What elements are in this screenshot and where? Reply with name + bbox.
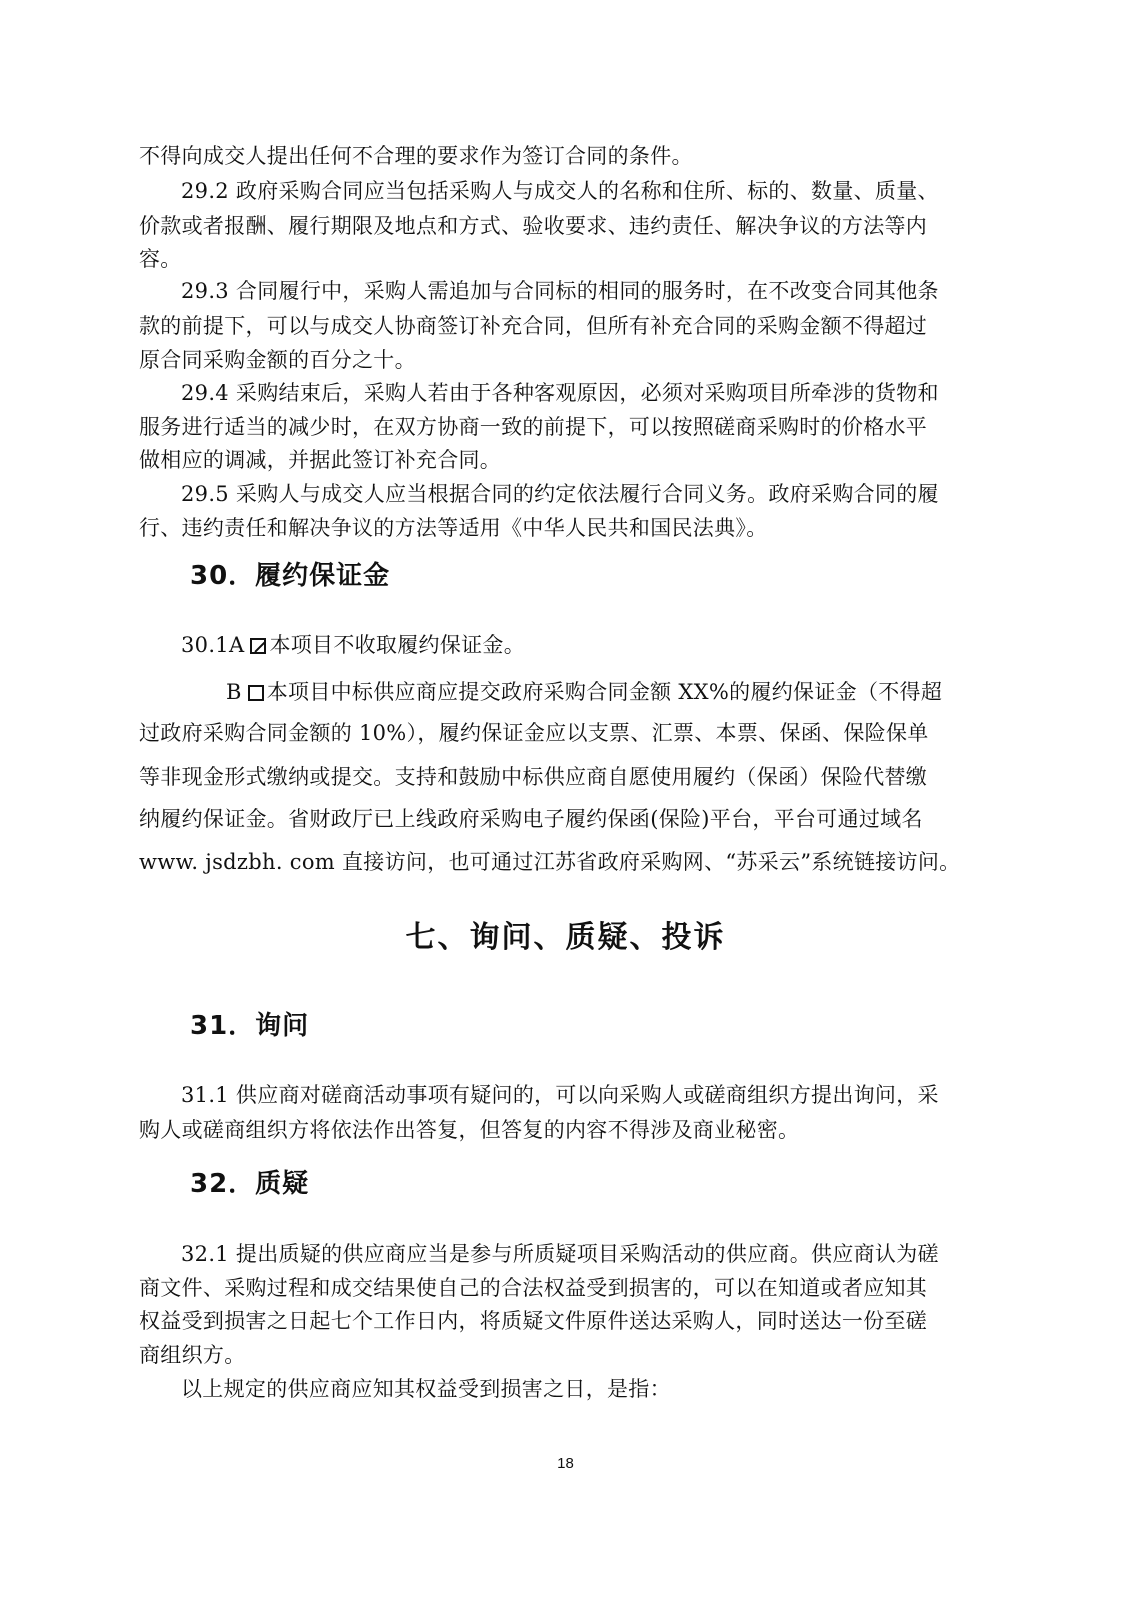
paragraph-line: 权益受到损害之日起七个工作日内，将质疑文件原件送达采购人，同时送达一份至磋 xyxy=(139,1309,928,1333)
paragraph-line: 过政府采购合同金额的 10%），履约保证金应以支票、汇票、本票、保函、保险保单 xyxy=(139,721,929,745)
section-31-heading: 31．询问 xyxy=(190,1011,310,1041)
option-b-text: 本项目中标供应商应提交政府采购合同金额 XX%的履约保证金（不得超 xyxy=(266,680,943,704)
section-32-heading: 32．质疑 xyxy=(190,1169,310,1199)
paragraph-line: 服务进行适当的减少时，在双方协商一致的前提下，可以按照磋商采购时的价格水平 xyxy=(139,415,928,439)
unchecked-checkbox-icon xyxy=(248,685,264,701)
option-b-prefix: B xyxy=(226,680,242,704)
option-a-text: 本项目不收取履约保证金。 xyxy=(269,633,526,657)
paragraph-line: 行、违约责任和解决争议的方法等适用《中华人民共和国民法典》。 xyxy=(139,516,768,540)
paragraph-line: 购人或磋商组织方将依法作出答复，但答复的内容不得涉及商业秘密。 xyxy=(139,1118,800,1142)
checked-checkbox-icon xyxy=(250,638,266,654)
paragraph-line: 价款或者报酬、履行期限及地点和方式、验收要求、违约责任、解决争议的方法等内 xyxy=(139,214,928,238)
paragraph-line: 款的前提下，可以与成交人协商签订补充合同，但所有补充合同的采购金额不得超过 xyxy=(139,314,928,338)
paragraph-line: 原合同采购金额的百分之十。 xyxy=(139,348,416,372)
paragraph-line: 31.1 供应商对磋商活动事项有疑问的，可以向采购人或磋商组织方提出询问，采 xyxy=(181,1083,939,1107)
paragraph-line: 不得向成交人提出任何不合理的要求作为签订合同的条件。 xyxy=(139,144,693,168)
paragraph-line: 29.3 合同履行中，采购人需追加与合同标的相同的服务时，在不改变合同其他条 xyxy=(181,279,939,303)
section-30-heading: 30．履约保证金 xyxy=(190,561,391,591)
paragraph-line: 容。 xyxy=(139,247,182,271)
paragraph-line: www. jsdzbh. com 直接访问，也可通过江苏省政府采购网、“苏采云”系统链接访问。 xyxy=(139,850,961,874)
paragraph-line: 以上规定的供应商应知其权益受到损害之日，是指： xyxy=(181,1377,671,1401)
paragraph-line: 32.1 提出质疑的供应商应当是参与所质疑项目采购活动的供应商。供应商认为磋 xyxy=(181,1242,939,1266)
paragraph-line: 纳履约保证金。省财政厅已上线政府采购电子履约保函(保险)平台，平台可通过域名 xyxy=(139,807,923,831)
paragraph-line: 商组织方。 xyxy=(139,1343,246,1367)
option-b-line xyxy=(226,675,999,709)
chapter-heading: 七、询问、质疑、投诉 xyxy=(405,920,726,955)
paragraph-line: 做相应的调减，并据此签订补充合同。 xyxy=(139,448,502,472)
paragraph-line: 商文件、采购过程和成交结果使自己的合法权益受到损害的，可以在知道或者应知其 xyxy=(139,1276,928,1300)
page-number: 18 xyxy=(557,1455,574,1472)
option-a-prefix: 30.1A xyxy=(181,633,245,657)
paragraph-line: 29.4 采购结束后，采购人若由于各种客观原因，必须对采购项目所牵涉的货物和 xyxy=(181,381,939,405)
option-a-line xyxy=(181,628,999,662)
paragraph-line: 29.5 采购人与成交人应当根据合同的约定依法履行合同义务。政府采购合同的履 xyxy=(181,482,939,506)
paragraph-line: 等非现金形式缴纳或提交。支持和鼓励中标供应商自愿使用履约（保函）保险代替缴 xyxy=(139,765,928,789)
paragraph-line: 29.2 政府采购合同应当包括采购人与成交人的名称和住所、标的、数量、质量、 xyxy=(181,179,939,203)
